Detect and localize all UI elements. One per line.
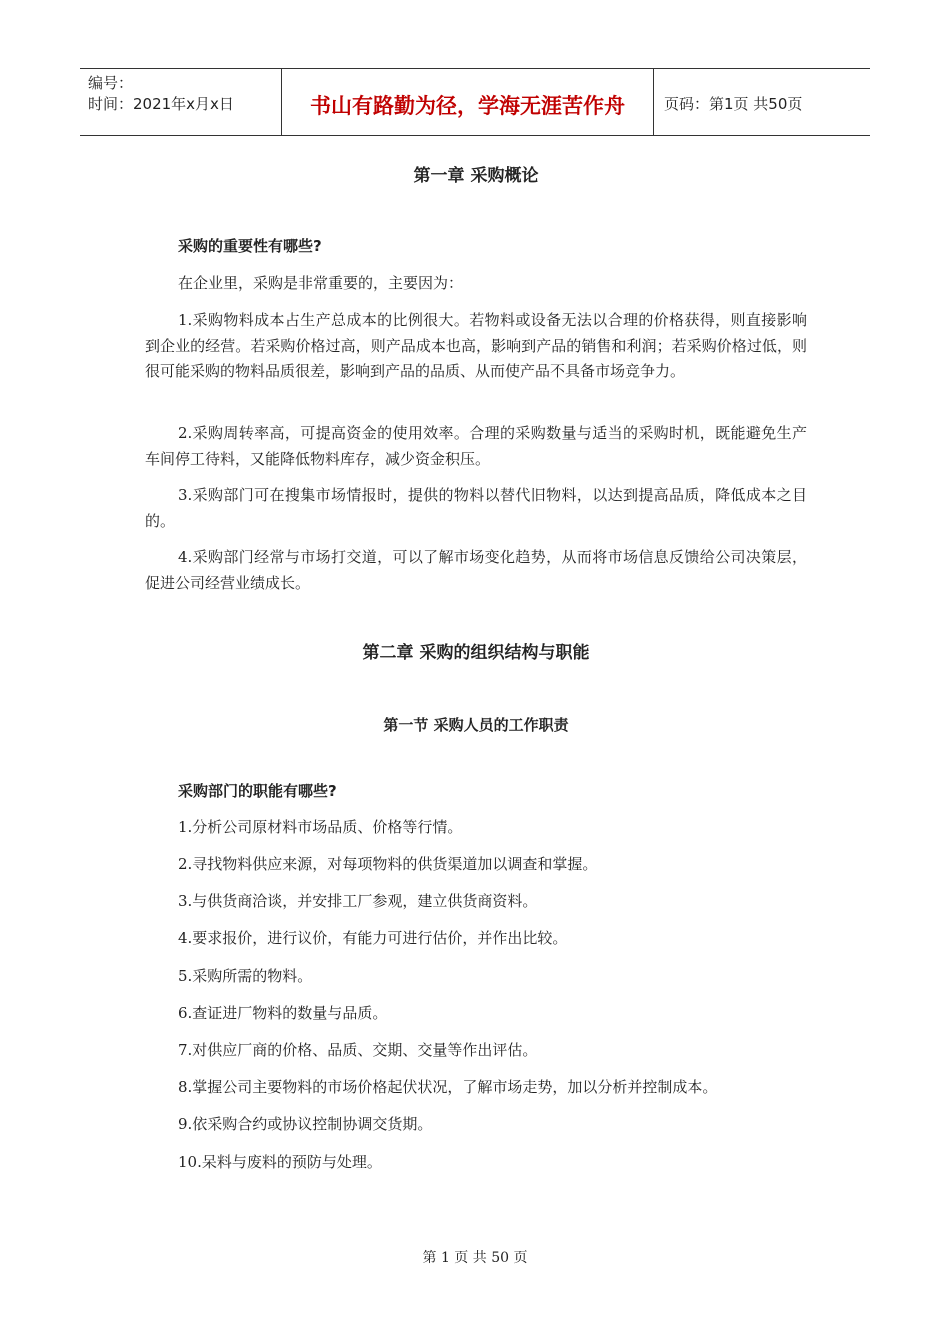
chapter-1-question: 采购的重要性有哪些? <box>178 237 322 255</box>
duty-item-5: 5.采购所需的物料。 <box>178 967 313 985</box>
header-page-info: 页码：第1页 共50页 <box>664 94 803 113</box>
duty-item-9: 9.依采购合约或协议控制协调交货期。 <box>178 1115 433 1133</box>
duty-item-8: 8.掌握公司主要物料的市场价格起伏状况，了解市场走势，加以分析并控制成本。 <box>178 1078 718 1096</box>
duty-item-6: 6.查证进厂物料的数量与品质。 <box>178 1004 388 1022</box>
chapter-1-point-1: 1.采购物料成本占生产总成本的比例很大。若物料或设备无法以合理的价格获得，则直接影响到企业的经营。若采购价格过高，则产品成本也高，影响到产品的销售和利润；若采购价格过低，则很可能采购的物料品质很差，影响到产品的品质、从而使产品不具备市场竞争力。 <box>145 311 807 380</box>
header-motto: 书山有路勤为径，学海无涯苦作舟 <box>282 69 654 135</box>
document-number-label: 编号： <box>88 74 134 92</box>
duty-item-4: 4.要求报价，进行议价，有能力可进行估价，并作出比较。 <box>178 929 568 947</box>
duty-item-7: 7.对供应厂商的价格、品质、交期、交量等作出评估。 <box>178 1041 538 1059</box>
chapter-1-point-3: 3.采购部门可在搜集市场情报时，提供的物料以替代旧物料，以达到提高品质，降低成本之目的。 <box>145 486 807 530</box>
page-footer: 第 1 页 共 50 页 <box>422 1250 528 1266</box>
chapter-2-question: 采购部门的职能有哪些? <box>178 782 337 800</box>
chapter-1-title: 第一章 采购概论 <box>413 166 539 186</box>
header-meta-cell <box>80 69 282 135</box>
chapter-1-intro: 在企业里，采购是非常重要的，主要因为： <box>178 274 464 292</box>
duty-item-1: 1.分析公司原材料市场品质、价格等行情。 <box>178 818 463 836</box>
section-1-title: 第一节 采购人员的工作职责 <box>383 716 569 734</box>
chapter-1-point-4: 4.采购部门经常与市场打交道，可以了解市场变化趋势，从而将市场信息反馈给公司决策层，促进公司经营业绩成长。 <box>145 548 807 592</box>
header-table <box>80 68 870 136</box>
chapter-1-point-2: 2.采购周转率高，可提高资金的使用效率。合理的采购数量与适当的采购时机，既能避免生产车间停工待料，又能降低物料库存，减少资金积压。 <box>145 424 807 468</box>
duty-item-10: 10.呆料与废料的预防与处理。 <box>178 1153 382 1171</box>
duty-item-3: 3.与供货商洽谈，并安排工厂参观，建立供货商资料。 <box>178 892 538 910</box>
duty-item-2: 2.寻找物料供应来源，对每项物料的供货渠道加以调查和掌握。 <box>178 855 598 873</box>
chapter-2-title: 第二章 采购的组织结构与职能 <box>362 643 590 663</box>
document-time-label: 时间：2021年x月x日 <box>88 95 234 113</box>
